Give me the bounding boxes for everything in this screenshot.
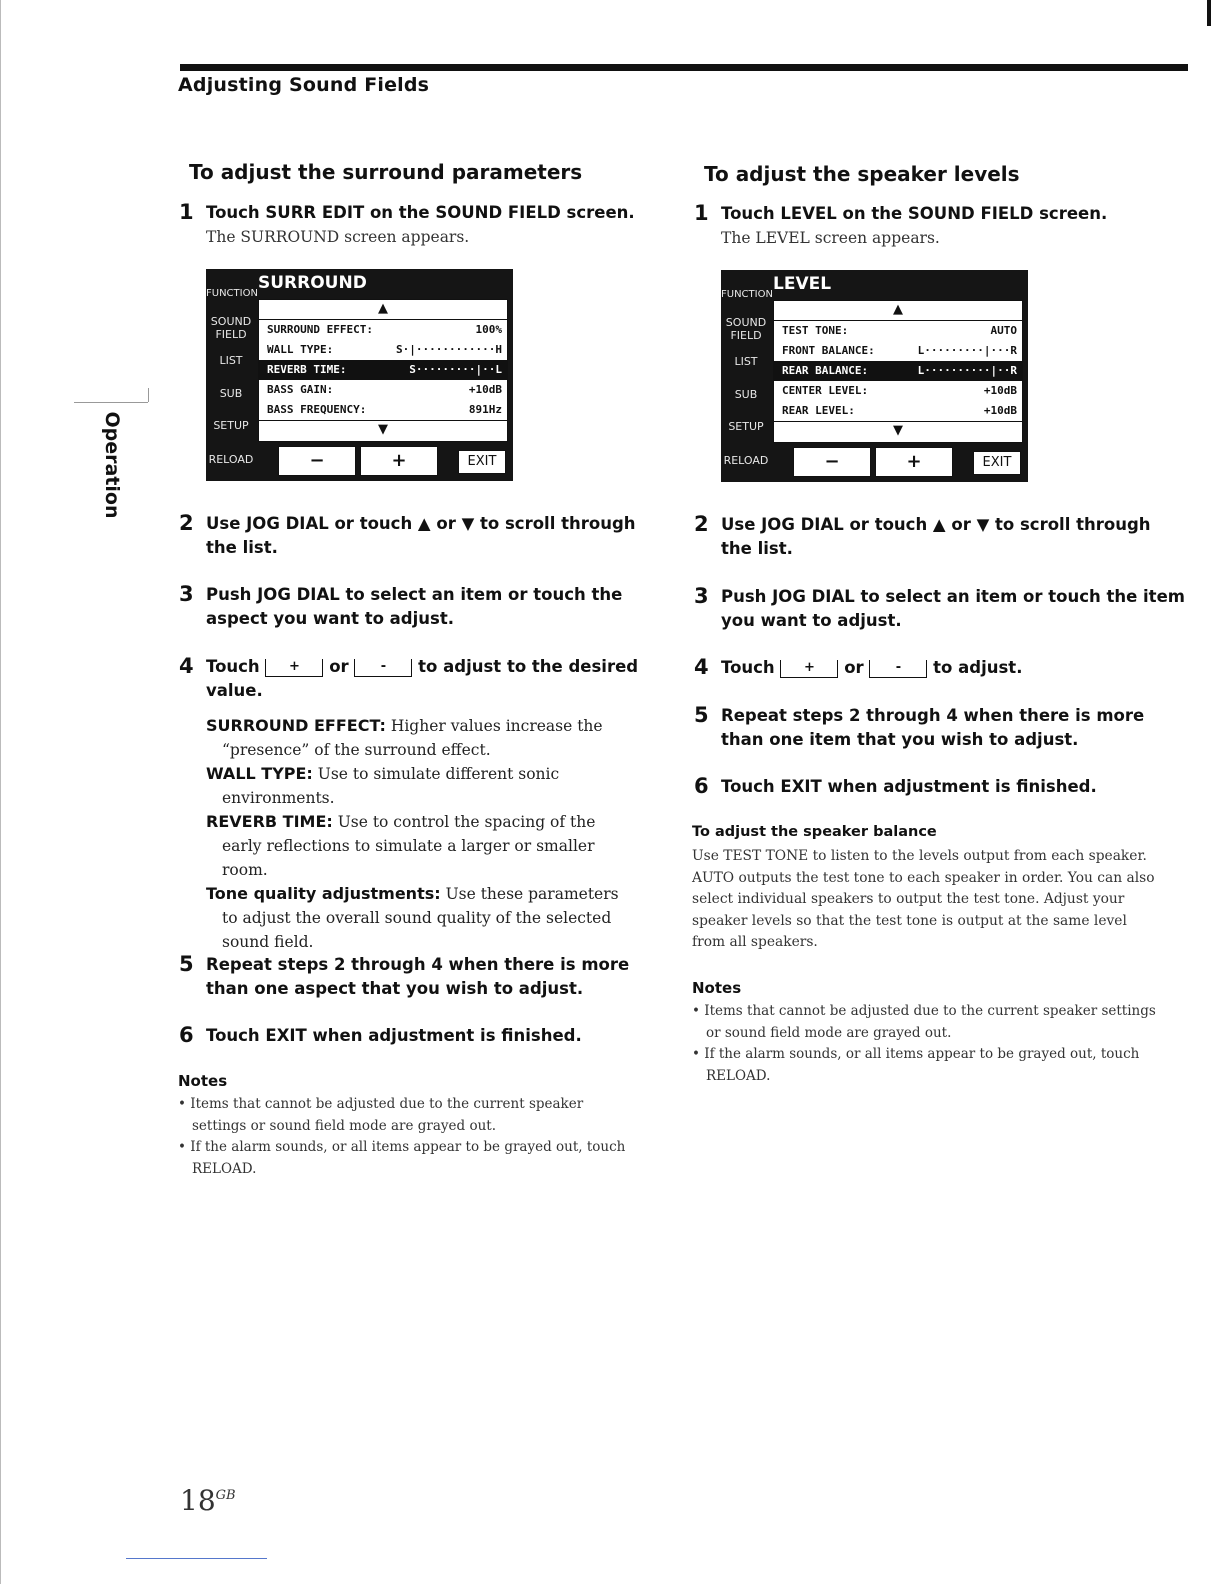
step-number: 1 — [179, 200, 194, 224]
step-number: 6 — [694, 774, 709, 798]
step-number: 1 — [694, 201, 709, 225]
left-step-3 — [179, 582, 671, 631]
left-step-2 — [179, 511, 671, 560]
menu-list[interactable]: LIST — [219, 354, 243, 367]
notes-list — [178, 1094, 633, 1180]
footer-line — [126, 1558, 267, 1559]
step-text: Repeat steps 2 through 4 when there is more than one aspect that you wish to adjust. — [206, 955, 630, 998]
step-text: Touch EXIT when adjustment is finished. — [721, 777, 1097, 796]
param-row[interactable]: WALL TYPE: S·|············H — [267, 343, 502, 356]
step-text: Use JOG DIAL or touch ▲ or ▼ to scroll through the list. — [206, 514, 636, 557]
left-heading-wrap — [189, 160, 659, 184]
step-number: 3 — [179, 582, 194, 606]
desc-item: WALL TYPE: Use to simulate different sonic environments. — [206, 764, 560, 807]
step-number: 4 — [694, 655, 709, 679]
level-row[interactable]: FRONT BALANCE: L·········|···R — [782, 344, 1017, 357]
level-row[interactable]: CENTER LEVEL: +10dB — [782, 384, 1017, 397]
notes-title: Notes — [692, 979, 742, 997]
left-step-6 — [179, 1023, 671, 1048]
balance-text: Use TEST TONE to listen to the levels output from each speaker. AUTO outputs the test tone to each speaker in order. You can also select individual speakers to output the test tone. Adjust your speaker levels so that the test tone is output at the same level from all speakers. — [692, 848, 1155, 950]
plus-key-icon: + — [265, 659, 323, 677]
surround-screen — [206, 269, 513, 481]
notes-title: Notes — [178, 1072, 228, 1090]
desc-item: REVERB TIME: Use to control the spacing of the early reflections to simulate a larger or smaller room. — [206, 812, 596, 879]
level-list — [773, 300, 1023, 443]
scroll-up-icon[interactable]: ▲ — [378, 301, 388, 316]
step-text: Touch LEVEL on the SOUND FIELD screen. — [721, 204, 1108, 223]
step-text: Use JOG DIAL or touch ▲ or ▼ to scroll through the list. — [721, 515, 1151, 558]
plus-button[interactable]: + — [360, 446, 438, 476]
step-text: Touch EXIT when adjustment is finished. — [206, 1026, 582, 1045]
step-text: Push JOG DIAL to select an item or touch the item you want to adjust. — [721, 587, 1185, 630]
step-number: 3 — [694, 584, 709, 608]
step-number: 2 — [179, 511, 194, 535]
screen-title: SURROUND — [258, 273, 367, 293]
parameter-descriptions — [206, 714, 626, 954]
minus-button[interactable]: − — [793, 447, 871, 477]
function-menu — [721, 270, 771, 482]
step-number: 6 — [179, 1023, 194, 1047]
right-step-6 — [694, 774, 1186, 799]
level-row[interactable]: REAR LEVEL: +10dB — [782, 404, 1017, 417]
menu-list[interactable]: LIST — [734, 355, 758, 368]
scroll-down-icon[interactable]: ▼ — [378, 422, 388, 437]
balance-heading: To adjust the speaker balance — [692, 824, 937, 840]
page-edge-line — [0, 0, 1, 1584]
right-heading: To adjust the speaker levels — [704, 162, 1020, 186]
step-sub: The LEVEL screen appears. — [721, 229, 940, 247]
note-item: • If the alarm sounds, or all items appear to be grayed out, touch RELOAD. — [692, 1046, 1140, 1084]
level-row-selected[interactable]: REAR BALANCE: L··········|··R — [774, 361, 1022, 381]
right-step-1 — [694, 201, 1186, 250]
minus-button[interactable]: − — [278, 446, 356, 476]
desc-item: Tone quality adjustments: Use these parameters to adjust the overall sound quality of the selected sound field. — [206, 884, 619, 951]
scroll-down-icon[interactable]: ▼ — [893, 423, 903, 438]
left-step-4: 4 Touch + or - to adjust to the desired value. — [179, 654, 639, 700]
note-item: • Items that cannot be adjusted due to the current speaker settings or sound field mode are grayed out. — [692, 1003, 1156, 1041]
param-row[interactable]: SURROUND EFFECT: 100% — [267, 323, 502, 336]
step-number: 4 — [179, 654, 194, 678]
step-number: 5 — [179, 952, 194, 976]
right-step-5 — [694, 703, 1186, 752]
left-step-1 — [179, 200, 671, 249]
plus-button[interactable]: + — [875, 447, 953, 477]
minus-key-icon: - — [869, 660, 927, 678]
screen-title: LEVEL — [773, 274, 832, 294]
menu-setup[interactable]: SETUP — [213, 419, 249, 432]
menu-sub[interactable]: SUB — [734, 388, 758, 401]
exit-button[interactable]: EXIT — [973, 451, 1021, 475]
edge-mark — [1207, 0, 1211, 26]
right-heading-wrap — [704, 162, 1174, 186]
menu-function[interactable]: FUNCTION — [206, 288, 258, 299]
desc-item: SURROUND EFFECT: Higher values increase the “presence” of the surround effect. — [206, 716, 603, 759]
left-step-5 — [179, 952, 671, 1001]
menu-reload[interactable]: RELOAD — [723, 454, 769, 467]
right-step-3 — [694, 584, 1186, 633]
param-row[interactable]: BASS GAIN: +10dB — [267, 383, 502, 396]
minus-key-icon: - — [354, 659, 412, 677]
side-tab — [92, 410, 132, 520]
param-row[interactable]: BASS FREQUENCY: 891Hz — [267, 403, 502, 416]
scroll-up-icon[interactable]: ▲ — [893, 302, 903, 317]
note-item: • If the alarm sounds, or all items appear to be grayed out, touch RELOAD. — [178, 1139, 626, 1177]
page-suffix: GB — [215, 1488, 236, 1503]
side-tab-mark — [148, 388, 149, 402]
function-menu — [206, 269, 256, 481]
param-row-selected[interactable]: REVERB TIME: S·········|··L — [259, 360, 507, 380]
menu-function[interactable]: FUNCTION — [721, 289, 773, 300]
level-row[interactable]: TEST TONE: AUTO — [782, 324, 1017, 337]
menu-setup[interactable]: SETUP — [728, 420, 764, 433]
note-item: • Items that cannot be adjusted due to the current speaker settings or sound field mode are grayed out. — [178, 1096, 584, 1134]
side-tab-mark — [74, 402, 148, 403]
notes-list — [692, 1001, 1162, 1087]
header-rule — [180, 64, 1188, 71]
menu-sound-field[interactable]: SOUND FIELD — [725, 316, 767, 342]
right-step-2 — [694, 512, 1186, 561]
step-sub: The SURROUND screen appears. — [206, 228, 470, 246]
section-title: Adjusting Sound Fields — [178, 74, 430, 96]
menu-sound-field[interactable]: SOUND FIELD — [210, 315, 252, 341]
page-number: $18^{GB}$ — [180, 1484, 236, 1517]
parameter-list — [258, 299, 508, 442]
left-heading: To adjust the surround parameters — [189, 160, 583, 184]
step-number: 2 — [694, 512, 709, 536]
right-step-4: 4 Touch + or - to adjust. — [694, 655, 1023, 679]
level-screen — [721, 270, 1028, 482]
exit-button[interactable]: EXIT — [458, 450, 506, 474]
menu-sub[interactable]: SUB — [219, 387, 243, 400]
step-text: Repeat steps 2 through 4 when there is more than one item that you wish to adjust. — [721, 706, 1145, 749]
step-text: Touch SURR EDIT on the SOUND FIELD screen. — [206, 203, 635, 222]
plus-key-icon: + — [780, 660, 838, 678]
step-text: Push JOG DIAL to select an item or touch the aspect you want to adjust. — [206, 585, 623, 628]
side-tab-label: Operation — [101, 411, 123, 519]
step-number: 5 — [694, 703, 709, 727]
menu-reload[interactable]: RELOAD — [208, 453, 254, 466]
